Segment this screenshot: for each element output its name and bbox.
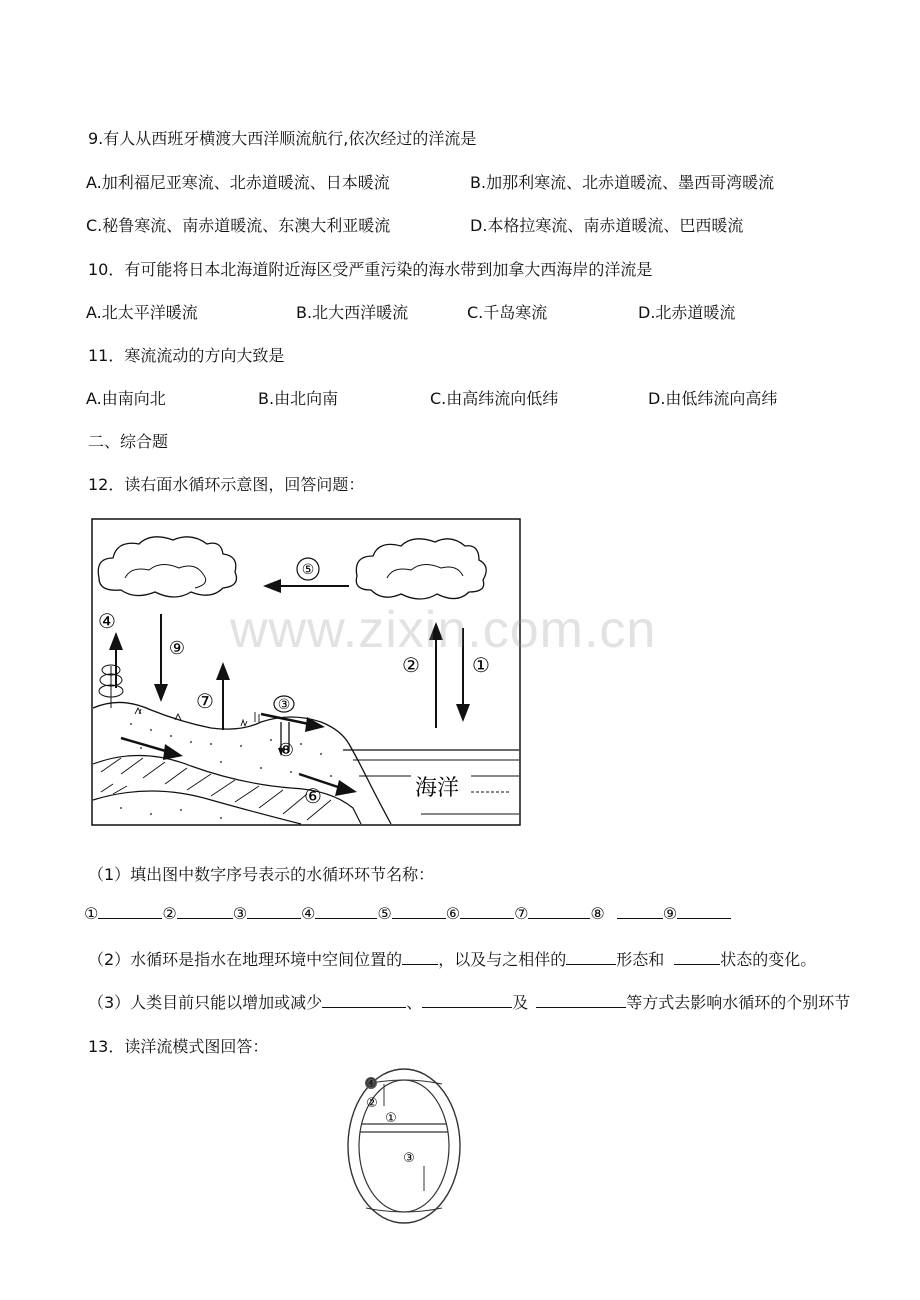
q12-sub1: （1）填出图中数字序号表示的水循环环节名称： <box>88 865 435 884</box>
blank-1[interactable] <box>98 904 162 919</box>
water-cycle-diagram <box>91 518 521 826</box>
q11-option-d: D.由低纬流向高纬 <box>648 389 778 408</box>
oval-label-3: ③ <box>403 1151 415 1166</box>
sub2-blank-2[interactable] <box>566 950 616 965</box>
q9-option-b: B.加那利寒流、北赤道暖流、墨西哥湾暖流 <box>470 173 775 192</box>
sub3-blank-1[interactable] <box>322 993 406 1008</box>
oval-label-4: ④ <box>365 1076 377 1090</box>
q9-option-d: D.本格拉寒流、南赤道暖流、巴西暖流 <box>470 216 744 235</box>
sub2-part4: 状态的变化。 <box>720 950 817 969</box>
q12-sub3 <box>88 990 850 1013</box>
q10-option-a: A.北太平洋暖流 <box>86 303 198 322</box>
blank-label-7: ⑦ <box>514 904 529 923</box>
label-4: ④ <box>98 609 116 633</box>
q10-option-c: C.千岛寒流 <box>467 303 548 322</box>
blank-6[interactable] <box>460 904 514 919</box>
blank-5[interactable] <box>392 904 446 919</box>
label-9: ⑨ <box>168 638 186 659</box>
label-6: ⑥ <box>304 784 322 808</box>
sub3-blank-2[interactable] <box>422 993 512 1008</box>
q10-option-d: D.北赤道暖流 <box>638 303 736 322</box>
sub2-blank-3[interactable] <box>674 950 720 965</box>
watermark: www.zixin.com.cn <box>230 601 657 659</box>
q11-stem: 11．寒流流动的方向大致是 <box>88 346 285 365</box>
label-2: ② <box>402 653 420 677</box>
label-8: ⑧ <box>277 740 295 761</box>
blank-label-4: ④ <box>301 904 316 923</box>
section-heading: 二、综合题 <box>88 432 169 451</box>
sub2-part3: 形态和 <box>616 950 665 969</box>
oval-label-2: ② <box>366 1096 378 1111</box>
blank-7[interactable] <box>528 904 590 919</box>
label-1: ① <box>472 653 490 677</box>
q9-option-c: C.秘鲁寒流、南赤道暖流、东澳大利亚暖流 <box>86 216 391 235</box>
q11-option-a: A.由南向北 <box>86 389 166 408</box>
sub3-blank-3[interactable] <box>536 993 626 1008</box>
q9-option-a: A.加利福尼亚寒流、北赤道暖流、日本暖流 <box>86 173 390 192</box>
label-3: ③ <box>277 697 291 713</box>
blank-2[interactable] <box>177 904 233 919</box>
blank-label-6: ⑥ <box>445 904 461 923</box>
blank-label-2: ② <box>162 904 177 923</box>
blank-8[interactable] <box>617 904 663 919</box>
sub3-part3: 及 <box>512 993 529 1012</box>
label-5: ⑤ <box>301 562 315 578</box>
blank-label-1: ① <box>84 904 99 923</box>
oval-label-1: ① <box>385 1111 397 1126</box>
q9-stem: 9.有人从西班牙横渡大西洋顺流航行,依次经过的洋流是 <box>88 129 477 148</box>
sub2-part2: ，以及与之相伴的 <box>438 950 567 969</box>
ocean-current-model-diagram <box>344 1066 464 1226</box>
blank-3[interactable] <box>247 904 301 919</box>
sub3-part1: （3）人类目前只能以增加或减少 <box>88 993 323 1012</box>
q12-sub2 <box>88 947 816 970</box>
q11-option-c: C.由高纬流向低纬 <box>430 389 559 408</box>
sub3-part2: 、 <box>406 993 423 1012</box>
blank-label-9: ⑨ <box>662 904 678 923</box>
q13-stem: 13．读洋流模式图回答： <box>88 1037 269 1056</box>
q10-option-b: B.北大西洋暖流 <box>296 303 409 322</box>
blank-label-5: ⑤ <box>377 904 392 923</box>
sub2-part1: （2）水循环是指水在地理环境中空间位置的 <box>88 950 403 969</box>
blank-label-8: ⑧ <box>590 904 605 923</box>
blank-label-3: ③ <box>232 904 248 923</box>
blank-4[interactable] <box>315 904 377 919</box>
sub2-blank-1[interactable] <box>402 950 438 965</box>
ocean-label: 海洋 <box>414 776 460 801</box>
q11-option-b: B.由北向南 <box>258 389 339 408</box>
blank-9[interactable] <box>677 904 731 919</box>
label-7: ⑦ <box>196 689 214 713</box>
q10-stem: 10．有可能将日本北海道附近海区受严重污染的海水带到加拿大西海岸的洋流是 <box>88 260 653 279</box>
q12-sub1-blanks <box>84 904 731 923</box>
q12-stem: 12．读右面水循环示意图，回答问题： <box>88 475 365 494</box>
sub3-part4: 等方式去影响水循环的个别环节 <box>626 993 851 1012</box>
